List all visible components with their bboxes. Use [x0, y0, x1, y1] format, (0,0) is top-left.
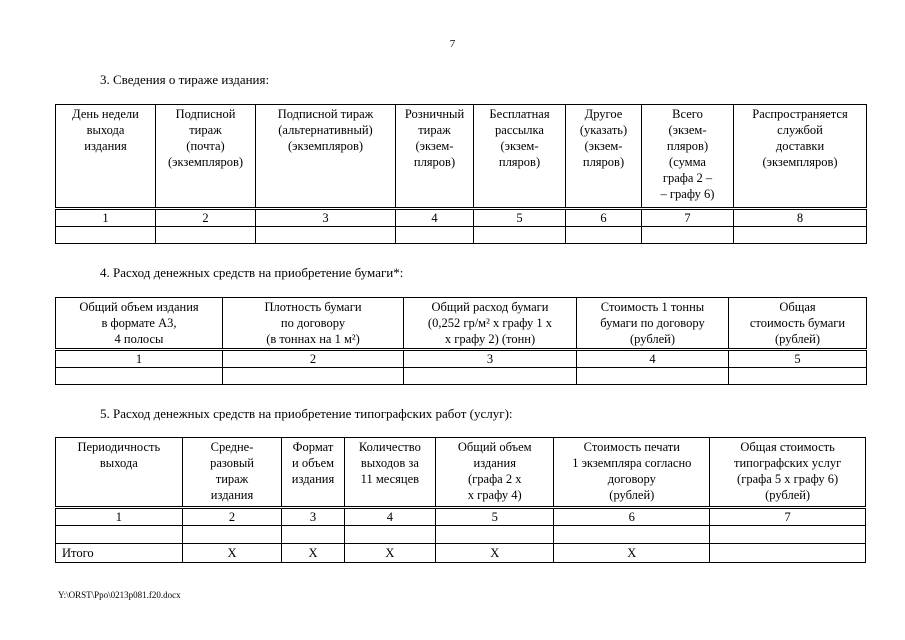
- header-line: (0,252 гр/м² х графу 1 х: [427, 316, 553, 330]
- total-cell: Х: [436, 544, 554, 563]
- header-paper-consumption: [404, 298, 577, 350]
- header-total: [642, 105, 734, 209]
- header-line: (экземпляров): [287, 139, 364, 153]
- col-number: 8: [734, 209, 867, 227]
- empty-cell: [734, 227, 867, 244]
- empty-cell: [577, 368, 729, 385]
- page-number: 7: [449, 38, 456, 50]
- header-ton-cost: [577, 298, 729, 350]
- empty-data-row: [56, 526, 866, 544]
- header-line: 1 экземпляра согласно: [572, 456, 692, 470]
- header-row: [56, 298, 867, 350]
- header-line: издания: [210, 488, 254, 502]
- header-line: выхода: [99, 456, 138, 470]
- header-line: по договору: [280, 316, 346, 330]
- col-number: 3: [282, 508, 344, 526]
- section-5-heading: 5. Расход денежных средств на приобретение типографских работ (услуг):: [100, 406, 513, 421]
- section-4-heading: 4. Расход денежных средств на приобретение бумаги*:: [100, 265, 404, 280]
- header-line: (экзем-: [415, 139, 454, 153]
- header-line: Общая стоимость: [740, 440, 835, 454]
- header-line: х графу 2) (тонн): [444, 332, 536, 346]
- header-line: издания: [84, 139, 127, 153]
- header-line: (графа 2 х: [467, 472, 522, 486]
- header-line: Общий объем издания: [79, 300, 199, 314]
- col-number: 1: [56, 508, 183, 526]
- header-line: типографских услуг: [733, 456, 842, 470]
- header-line: договору: [607, 472, 656, 486]
- header-line: Бесплатная: [489, 107, 550, 121]
- empty-data-row: [56, 227, 867, 244]
- total-cell: Х: [282, 544, 344, 563]
- col-number: 1: [56, 209, 156, 227]
- header-subscription-post: [156, 105, 256, 209]
- header-delivery: [734, 105, 867, 209]
- header-line: (экземпляров): [762, 155, 838, 169]
- circulation-table: [55, 104, 867, 244]
- header-avg-circulation: [182, 438, 282, 508]
- header-format-volume: [282, 438, 344, 508]
- header-line: выходов за: [360, 456, 419, 470]
- header-line: – графу 6): [660, 187, 715, 201]
- col-number: 6: [554, 508, 710, 526]
- total-cell: Х: [554, 544, 710, 563]
- header-print-cost: [554, 438, 710, 508]
- empty-cell: [182, 526, 282, 544]
- empty-cell: [344, 526, 435, 544]
- header-paper-density: [223, 298, 404, 350]
- empty-cell: [566, 227, 642, 244]
- header-line: пляров): [498, 155, 541, 169]
- header-line: Другое: [584, 107, 623, 121]
- col-number: 1: [56, 350, 223, 368]
- header-line: (альтернативный): [278, 123, 373, 137]
- column-number-row: [56, 209, 867, 227]
- header-line: Всего: [672, 107, 703, 121]
- header-line: разовый: [210, 456, 254, 470]
- header-printing-total: [710, 438, 866, 508]
- header-line: Общий расход бумаги: [431, 300, 549, 314]
- header-line: (в тоннах на 1 м²): [266, 332, 360, 346]
- header-line: (рублей): [774, 332, 821, 346]
- empty-cell: [729, 368, 867, 385]
- empty-cell: [710, 526, 866, 544]
- header-line: Периодичность: [77, 440, 161, 454]
- header-line: (экзем-: [500, 139, 539, 153]
- header-line: тираж: [215, 472, 249, 486]
- column-number-row: [56, 508, 866, 526]
- col-number: 7: [642, 209, 734, 227]
- header-line: (почта): [186, 139, 225, 153]
- header-line: (экземпляров): [167, 155, 244, 169]
- empty-cell: [56, 227, 156, 244]
- header-line: Плотность бумаги: [264, 300, 362, 314]
- header-subscription-alt: [256, 105, 396, 209]
- header-line: (рублей): [765, 488, 811, 502]
- col-number: 2: [156, 209, 256, 227]
- header-total-volume: [436, 438, 554, 508]
- section-3-heading: 3. Сведения о тираже издания:: [100, 72, 270, 87]
- header-line: (указать): [579, 123, 628, 137]
- total-label: Итого: [56, 544, 183, 563]
- header-line: Распространяется: [752, 107, 848, 121]
- col-number: 5: [729, 350, 867, 368]
- header-line: Средне-: [210, 440, 254, 454]
- header-line: Общий объем: [457, 440, 532, 454]
- empty-cell: [56, 526, 183, 544]
- header-line: День недели: [72, 107, 139, 121]
- empty-cell: [56, 368, 223, 385]
- empty-cell: [282, 526, 344, 544]
- empty-cell: [404, 368, 577, 385]
- header-other: [566, 105, 642, 209]
- empty-cell: [642, 227, 734, 244]
- header-free: [474, 105, 566, 209]
- header-line: графа 2 –: [662, 171, 713, 185]
- header-row: [56, 438, 866, 508]
- col-number: 6: [566, 209, 642, 227]
- header-weekday: [56, 105, 156, 209]
- empty-cell: [223, 368, 404, 385]
- header-line: тираж: [418, 123, 451, 137]
- header-line: Стоимость печати: [583, 440, 680, 454]
- printing-expense-table: [55, 437, 866, 563]
- header-line: Общая: [779, 300, 816, 314]
- header-line: пляров): [666, 139, 709, 153]
- header-retail: [396, 105, 474, 209]
- header-line: доставки: [775, 139, 825, 153]
- header-line: (графа 5 х графу 6): [737, 472, 839, 486]
- header-line: Стоимость 1 тонны: [600, 300, 705, 314]
- col-number: 5: [474, 209, 566, 227]
- header-volume-a3: [56, 298, 223, 350]
- header-line: в формате А3,: [101, 316, 177, 330]
- header-line: 11 месяцев: [360, 472, 420, 486]
- header-line: (экзем-: [668, 123, 707, 137]
- empty-cell: [156, 227, 256, 244]
- empty-cell: [554, 526, 710, 544]
- col-number: 4: [396, 209, 474, 227]
- header-line: Розничный: [404, 107, 465, 121]
- header-line: 4 полосы: [114, 332, 164, 346]
- header-line: (экзем-: [584, 139, 623, 153]
- header-line: и объем: [292, 456, 335, 470]
- col-number: 4: [577, 350, 729, 368]
- header-line: издания: [291, 472, 335, 486]
- header-line: (рублей): [609, 488, 655, 502]
- header-line: Количество: [358, 440, 421, 454]
- header-line: издания: [473, 456, 516, 470]
- header-line: (рублей): [629, 332, 676, 346]
- col-number: 3: [404, 350, 577, 368]
- col-number: 3: [256, 209, 396, 227]
- empty-data-row: [56, 368, 867, 385]
- header-line: службой: [777, 123, 823, 137]
- total-cell: [710, 544, 866, 563]
- column-number-row: [56, 350, 867, 368]
- col-number: 4: [344, 508, 435, 526]
- header-periodicity: [56, 438, 183, 508]
- col-number: 7: [710, 508, 866, 526]
- col-number: 2: [223, 350, 404, 368]
- file-path: Y:\ORST\Ppo\0213p081.f20.docx: [58, 590, 181, 600]
- header-line: пляров): [413, 155, 456, 169]
- header-line: стоимость бумаги: [749, 316, 846, 330]
- header-line: Подписной: [175, 107, 236, 121]
- header-issues-count: [344, 438, 435, 508]
- header-line: (сумма: [669, 155, 706, 169]
- total-cell: Х: [344, 544, 435, 563]
- total-cell: Х: [182, 544, 282, 563]
- empty-cell: [396, 227, 474, 244]
- header-line: выхода: [86, 123, 125, 137]
- empty-cell: [436, 526, 554, 544]
- total-row: [56, 544, 866, 563]
- header-row: [56, 105, 867, 209]
- header-line: Подписной тираж: [277, 107, 374, 121]
- header-line: бумаги по договору: [600, 316, 705, 330]
- header-paper-total-cost: [729, 298, 867, 350]
- empty-cell: [474, 227, 566, 244]
- header-line: рассылка: [495, 123, 544, 137]
- header-line: пляров): [582, 155, 625, 169]
- header-line: х графу 4): [467, 488, 522, 502]
- col-number: 5: [436, 508, 554, 526]
- paper-expense-table: [55, 297, 867, 385]
- header-line: тираж: [189, 123, 222, 137]
- header-line: Формат: [292, 440, 334, 454]
- empty-cell: [256, 227, 396, 244]
- col-number: 2: [182, 508, 282, 526]
